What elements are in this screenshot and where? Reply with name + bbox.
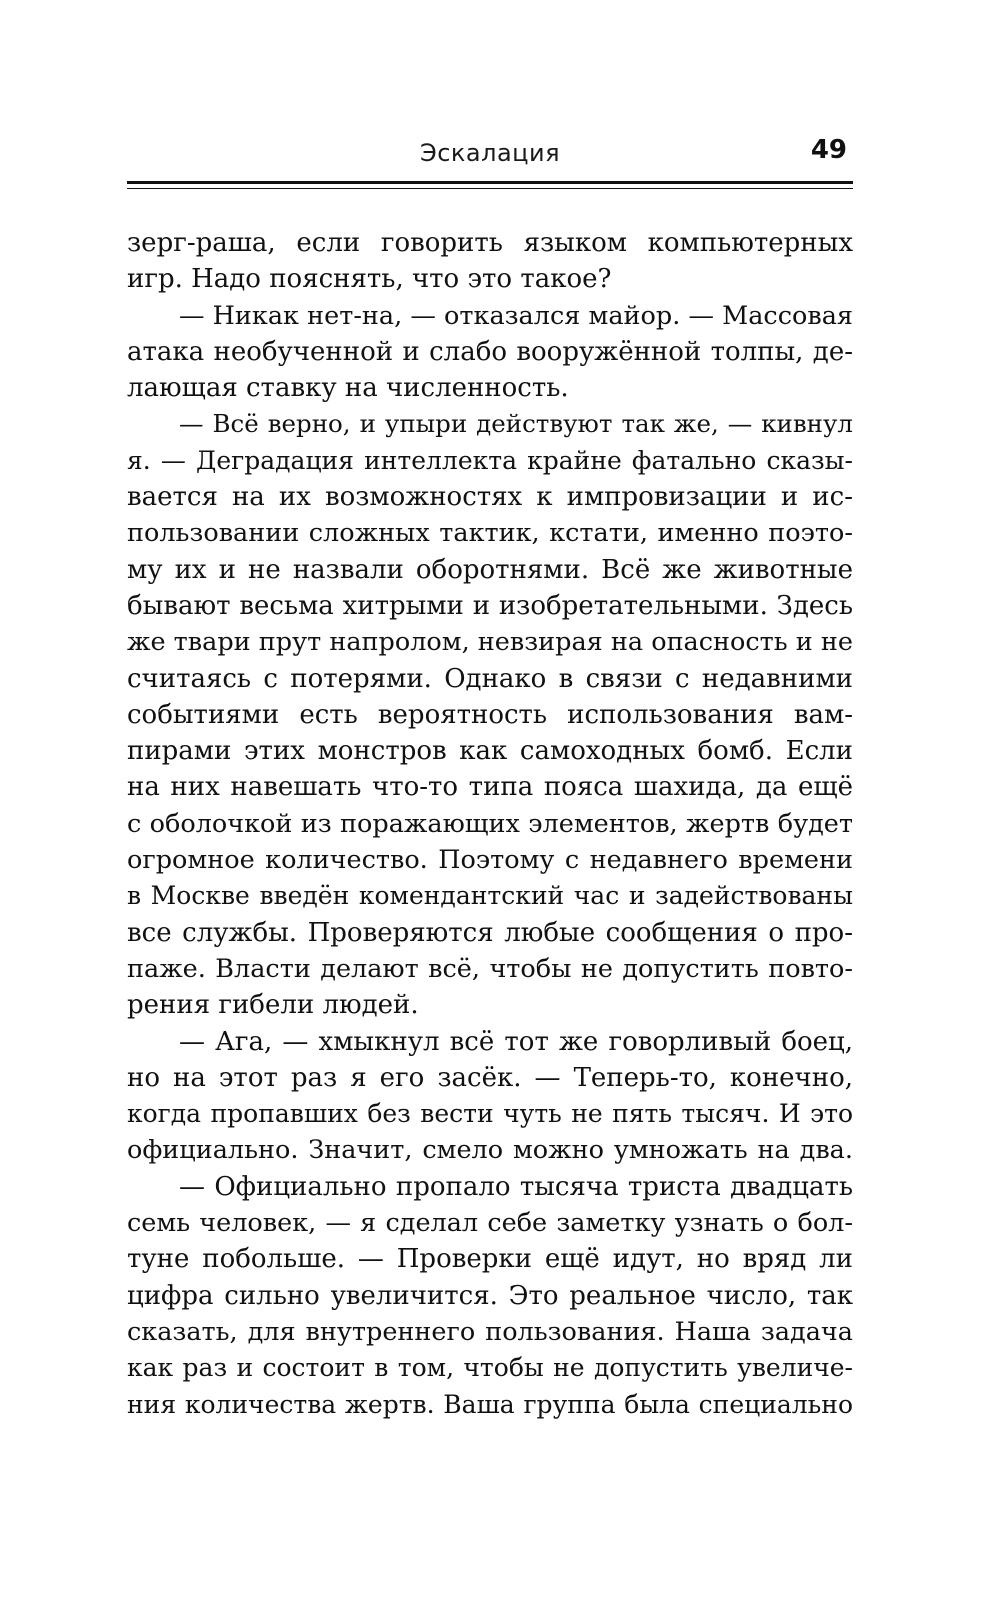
page-number: 49 bbox=[810, 135, 847, 165]
text-line: атака необученной и слабо вооружённой толпы, де- bbox=[127, 336, 853, 367]
text-line: как раз и состоит в том, чтобы не допустить увеличе- bbox=[127, 1353, 853, 1383]
text-line: — Официально пропало тысяча триста двадцать bbox=[179, 1171, 853, 1202]
text-line: событиями есть вероятность использования вам- bbox=[127, 699, 853, 730]
text-line: на них навешать что-то типа пояса шахида, да ещё bbox=[127, 772, 853, 803]
text-line: — Ага, — хмыкнул всё тот же говорливый боец, bbox=[179, 1026, 853, 1057]
body-text bbox=[127, 225, 853, 1423]
text-line: считаясь с потерями. Однако в связи с недавними bbox=[127, 663, 853, 694]
text-line: но на этот раз я его засёк. — Теперь-то, конечно, bbox=[127, 1062, 853, 1093]
text-line: бывают весьма хитрыми и изобретательными. Здесь bbox=[127, 590, 853, 621]
text-line: ния количества жертв. Ваша группа была специально bbox=[127, 1389, 853, 1419]
text-line: когда пропавших без вести чуть не пять тысяч. И это bbox=[127, 1099, 853, 1129]
text-line: огромное количество. Поэтому с недавнего времени bbox=[127, 845, 853, 876]
text-line: му их и не назвали оборотнями. Всё же животные bbox=[127, 554, 853, 585]
text-line: в Москве введён комендантский час и задействованы bbox=[127, 881, 853, 911]
text-line: все службы. Проверяются любые сообщения о про- bbox=[127, 917, 853, 948]
running-header bbox=[127, 135, 853, 175]
text-line: семь человек, — я сделал себе заметку узнать о бол- bbox=[127, 1208, 853, 1239]
text-line: пользовании сложных тактик, кстати, именно поэто- bbox=[127, 518, 853, 549]
text-line: сказать, для внутреннего пользования. Наша задача bbox=[127, 1316, 853, 1347]
text-line: игр. Надо пояснять, что это такое? bbox=[127, 264, 612, 295]
text-line: — Всё верно, и упыри действуют так же, — кивнул bbox=[179, 409, 853, 439]
text-line: лающая ставку на численность. bbox=[127, 373, 569, 404]
text-line: — Никак нет-на, — отказался майор. — Массовая bbox=[179, 300, 853, 331]
header-rule-thick bbox=[127, 181, 853, 184]
text-line: вается на их возможностях к импровизации и ис- bbox=[127, 482, 853, 513]
text-line: рения гибели людей. bbox=[127, 990, 419, 1021]
text-line: туне побольше. — Проверки ещё идут, но вряд ли bbox=[127, 1244, 853, 1275]
header-rule-thin bbox=[127, 188, 853, 189]
text-line: же твари прут напролом, невзирая на опасность и не bbox=[127, 627, 853, 658]
text-line: я. — Деградация интеллекта крайне фатально сказы- bbox=[127, 445, 853, 475]
text-line: с оболочкой из поражающих элементов, жертв будет bbox=[127, 808, 853, 839]
text-line: пирами этих монстров как самоходных бомб. Если bbox=[127, 736, 853, 767]
text-line: официально. Значит, смело можно умножать на два. bbox=[127, 1135, 853, 1166]
text-line: паже. Власти делают всё, чтобы не допустить повто- bbox=[127, 953, 853, 984]
text-line: цифра сильно увеличится. Это реальное число, так bbox=[127, 1280, 853, 1311]
text-line: зерг-раша, если говорить языком компьютерных bbox=[127, 228, 853, 258]
running-title: Эскалация bbox=[419, 139, 561, 167]
